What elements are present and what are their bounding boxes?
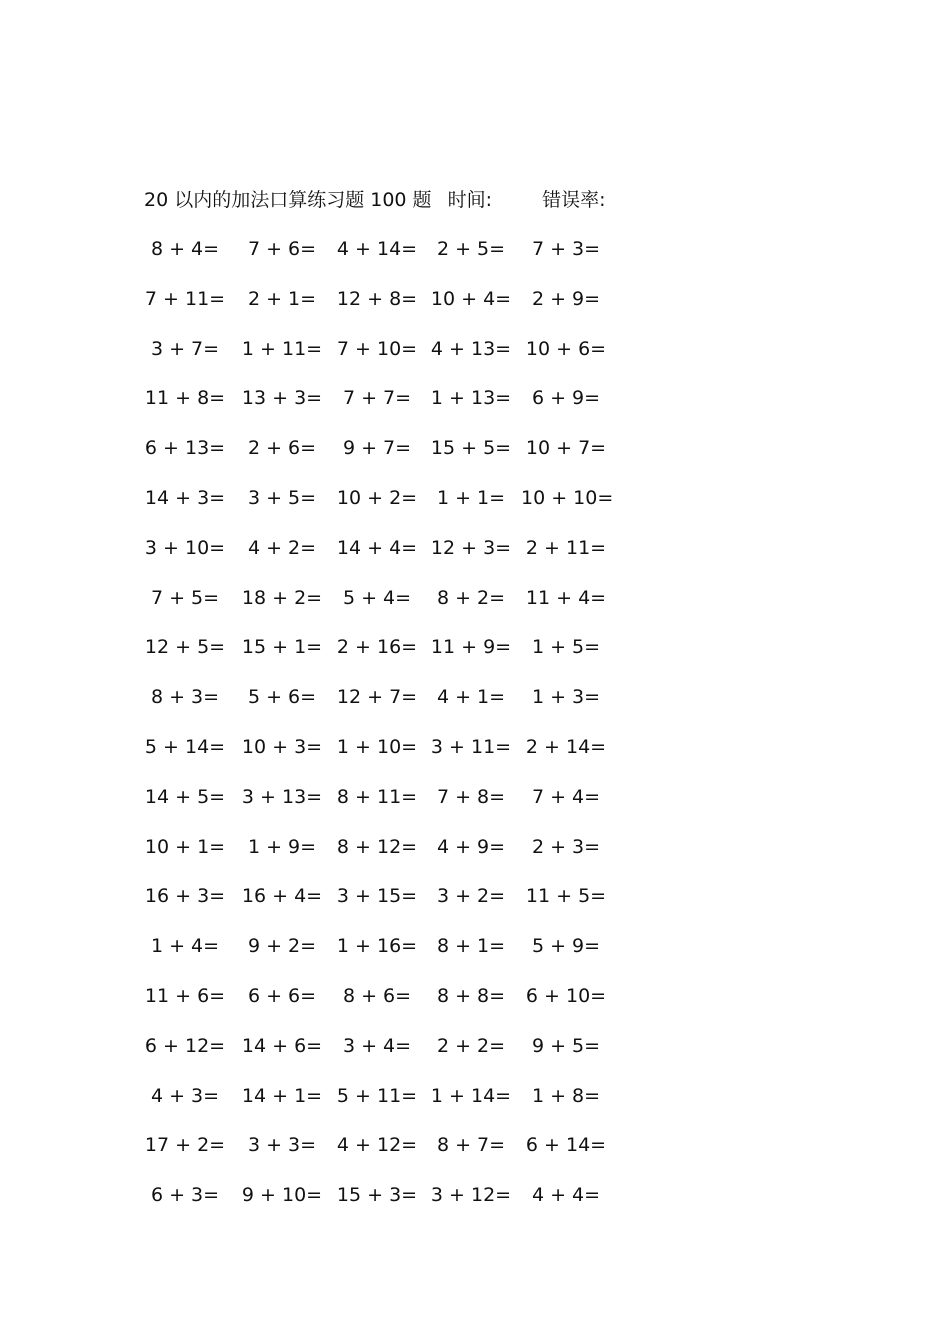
problem-row bbox=[140, 978, 640, 1028]
problem-row bbox=[140, 480, 640, 530]
problem-item: 7 + 5= bbox=[150, 586, 220, 609]
problem-item: 6 + 6= bbox=[247, 984, 317, 1007]
problem-row bbox=[140, 231, 640, 281]
problem-row bbox=[140, 729, 640, 779]
problem-row bbox=[140, 281, 640, 331]
problem-item: 5 + 14= bbox=[144, 735, 226, 758]
problem-item: 1 + 8= bbox=[531, 1084, 601, 1107]
problem-item: 4 + 9= bbox=[436, 835, 506, 858]
problem-item: 5 + 4= bbox=[342, 586, 412, 609]
error-rate-label: 错误率: bbox=[542, 189, 606, 211]
problem-item: 3 + 3= bbox=[247, 1134, 317, 1157]
problem-item: 2 + 2= bbox=[436, 1034, 506, 1057]
problem-item: 8 + 2= bbox=[436, 586, 506, 609]
problem-item: 12 + 5= bbox=[144, 636, 226, 659]
problem-item: 7 + 7= bbox=[342, 387, 412, 410]
problem-item: 14 + 6= bbox=[241, 1034, 323, 1057]
problem-item: 4 + 3= bbox=[150, 1084, 220, 1107]
problem-item: 2 + 16= bbox=[336, 636, 418, 659]
problem-item: 8 + 4= bbox=[150, 238, 220, 260]
problem-row bbox=[140, 679, 640, 729]
problem-item: 11 + 9= bbox=[430, 636, 512, 659]
problem-item: 11 + 6= bbox=[144, 984, 226, 1007]
problem-item: 2 + 1= bbox=[247, 287, 317, 310]
problem-item: 6 + 13= bbox=[144, 437, 226, 460]
problem-item: 14 + 5= bbox=[144, 785, 226, 808]
problem-item: 7 + 11= bbox=[144, 287, 226, 310]
problem-row bbox=[140, 829, 640, 879]
problem-item: 4 + 2= bbox=[247, 536, 317, 559]
problem-item: 15 + 5= bbox=[430, 437, 512, 460]
problem-item: 14 + 4= bbox=[336, 536, 418, 559]
page-title: 20 以内的加法口算练习题 100 题 bbox=[144, 189, 432, 211]
problem-item: 8 + 7= bbox=[436, 1134, 506, 1157]
problem-item: 2 + 9= bbox=[531, 287, 601, 310]
problem-item: 1 + 5= bbox=[531, 636, 601, 659]
problem-row bbox=[140, 1028, 640, 1078]
problem-item: 11 + 4= bbox=[525, 586, 607, 609]
problem-item: 16 + 4= bbox=[241, 885, 323, 908]
problem-item: 3 + 2= bbox=[436, 885, 506, 908]
problem-item: 10 + 7= bbox=[525, 437, 607, 460]
problem-item: 4 + 13= bbox=[430, 337, 512, 360]
problem-item: 5 + 6= bbox=[247, 686, 317, 709]
problem-item: 4 + 1= bbox=[436, 686, 506, 709]
problem-item: 14 + 1= bbox=[241, 1084, 323, 1107]
problem-item: 9 + 2= bbox=[247, 935, 317, 958]
problem-item: 3 + 11= bbox=[430, 735, 512, 758]
problem-item: 4 + 14= bbox=[336, 238, 418, 260]
problem-item: 1 + 11= bbox=[241, 337, 323, 360]
problem-item: 1 + 13= bbox=[430, 387, 512, 410]
problem-item: 1 + 1= bbox=[436, 486, 506, 509]
problem-item: 6 + 14= bbox=[525, 1134, 607, 1157]
problem-item: 12 + 7= bbox=[336, 686, 418, 709]
problem-item: 3 + 10= bbox=[144, 536, 226, 559]
problem-item: 10 + 6= bbox=[525, 337, 607, 360]
problem-item: 2 + 6= bbox=[247, 437, 317, 460]
problem-item: 8 + 3= bbox=[150, 686, 220, 709]
problem-item: 18 + 2= bbox=[241, 586, 323, 609]
problem-item: 17 + 2= bbox=[144, 1134, 226, 1157]
problem-item: 7 + 3= bbox=[531, 238, 601, 260]
problem-item: 7 + 10= bbox=[336, 337, 418, 360]
problem-item: 8 + 1= bbox=[436, 935, 506, 958]
problem-item: 8 + 12= bbox=[336, 835, 418, 858]
problem-row bbox=[140, 331, 640, 381]
problem-item: 10 + 10= bbox=[521, 486, 614, 509]
problem-item: 10 + 4= bbox=[430, 287, 512, 310]
problem-row bbox=[140, 1078, 640, 1128]
problem-row bbox=[140, 779, 640, 829]
problem-row bbox=[140, 1127, 640, 1177]
problem-item: 3 + 4= bbox=[342, 1034, 412, 1057]
problem-item: 15 + 3= bbox=[336, 1184, 418, 1207]
problem-item: 1 + 10= bbox=[336, 735, 418, 758]
problem-row bbox=[140, 1177, 640, 1227]
problem-item: 13 + 3= bbox=[241, 387, 323, 410]
problem-item: 9 + 5= bbox=[531, 1034, 601, 1057]
problem-grid bbox=[140, 231, 640, 1227]
problem-item: 1 + 3= bbox=[531, 686, 601, 709]
problem-item: 16 + 3= bbox=[144, 885, 226, 908]
problem-item: 3 + 13= bbox=[241, 785, 323, 808]
problem-item: 8 + 8= bbox=[436, 984, 506, 1007]
problem-item: 3 + 15= bbox=[336, 885, 418, 908]
problem-item: 6 + 12= bbox=[144, 1034, 226, 1057]
problem-item: 5 + 9= bbox=[531, 935, 601, 958]
problem-item: 6 + 10= bbox=[525, 984, 607, 1007]
problem-item: 10 + 2= bbox=[336, 486, 418, 509]
problem-item: 3 + 12= bbox=[430, 1184, 512, 1207]
problem-item: 2 + 14= bbox=[525, 735, 607, 758]
problem-item: 9 + 7= bbox=[342, 437, 412, 460]
problem-row bbox=[140, 629, 640, 679]
problem-item: 2 + 3= bbox=[531, 835, 601, 858]
problem-item: 10 + 1= bbox=[144, 835, 226, 858]
problem-item: 10 + 3= bbox=[241, 735, 323, 758]
worksheet-header bbox=[144, 186, 605, 214]
problem-item: 15 + 1= bbox=[241, 636, 323, 659]
problem-item: 4 + 4= bbox=[531, 1184, 601, 1207]
problem-item: 3 + 5= bbox=[247, 486, 317, 509]
problem-item: 2 + 11= bbox=[525, 536, 607, 559]
problem-item: 8 + 11= bbox=[336, 785, 418, 808]
problem-item: 12 + 3= bbox=[430, 536, 512, 559]
problem-item: 6 + 3= bbox=[150, 1184, 220, 1207]
problem-row bbox=[140, 878, 640, 928]
problem-item: 3 + 7= bbox=[150, 337, 220, 360]
problem-item: 1 + 14= bbox=[430, 1084, 512, 1107]
problem-item: 8 + 6= bbox=[342, 984, 412, 1007]
problem-item: 6 + 9= bbox=[531, 387, 601, 410]
problem-item: 7 + 4= bbox=[531, 785, 601, 808]
problem-row bbox=[140, 580, 640, 630]
problem-item: 2 + 5= bbox=[436, 238, 506, 260]
problem-item: 14 + 3= bbox=[144, 486, 226, 509]
problem-row bbox=[140, 928, 640, 978]
problem-item: 11 + 8= bbox=[144, 387, 226, 410]
problem-item: 1 + 9= bbox=[247, 835, 317, 858]
problem-row bbox=[140, 530, 640, 580]
problem-item: 9 + 10= bbox=[241, 1184, 323, 1207]
problem-item: 4 + 12= bbox=[336, 1134, 418, 1157]
problem-item: 11 + 5= bbox=[525, 885, 607, 908]
problem-item: 1 + 4= bbox=[150, 935, 220, 958]
problem-item: 5 + 11= bbox=[336, 1084, 418, 1107]
problem-item: 7 + 8= bbox=[436, 785, 506, 808]
problem-item: 12 + 8= bbox=[336, 287, 418, 310]
problem-row bbox=[140, 430, 640, 480]
problem-item: 1 + 16= bbox=[336, 935, 418, 958]
problem-row bbox=[140, 380, 640, 430]
problem-item: 7 + 6= bbox=[247, 238, 317, 260]
time-label: 时间: bbox=[447, 189, 493, 211]
